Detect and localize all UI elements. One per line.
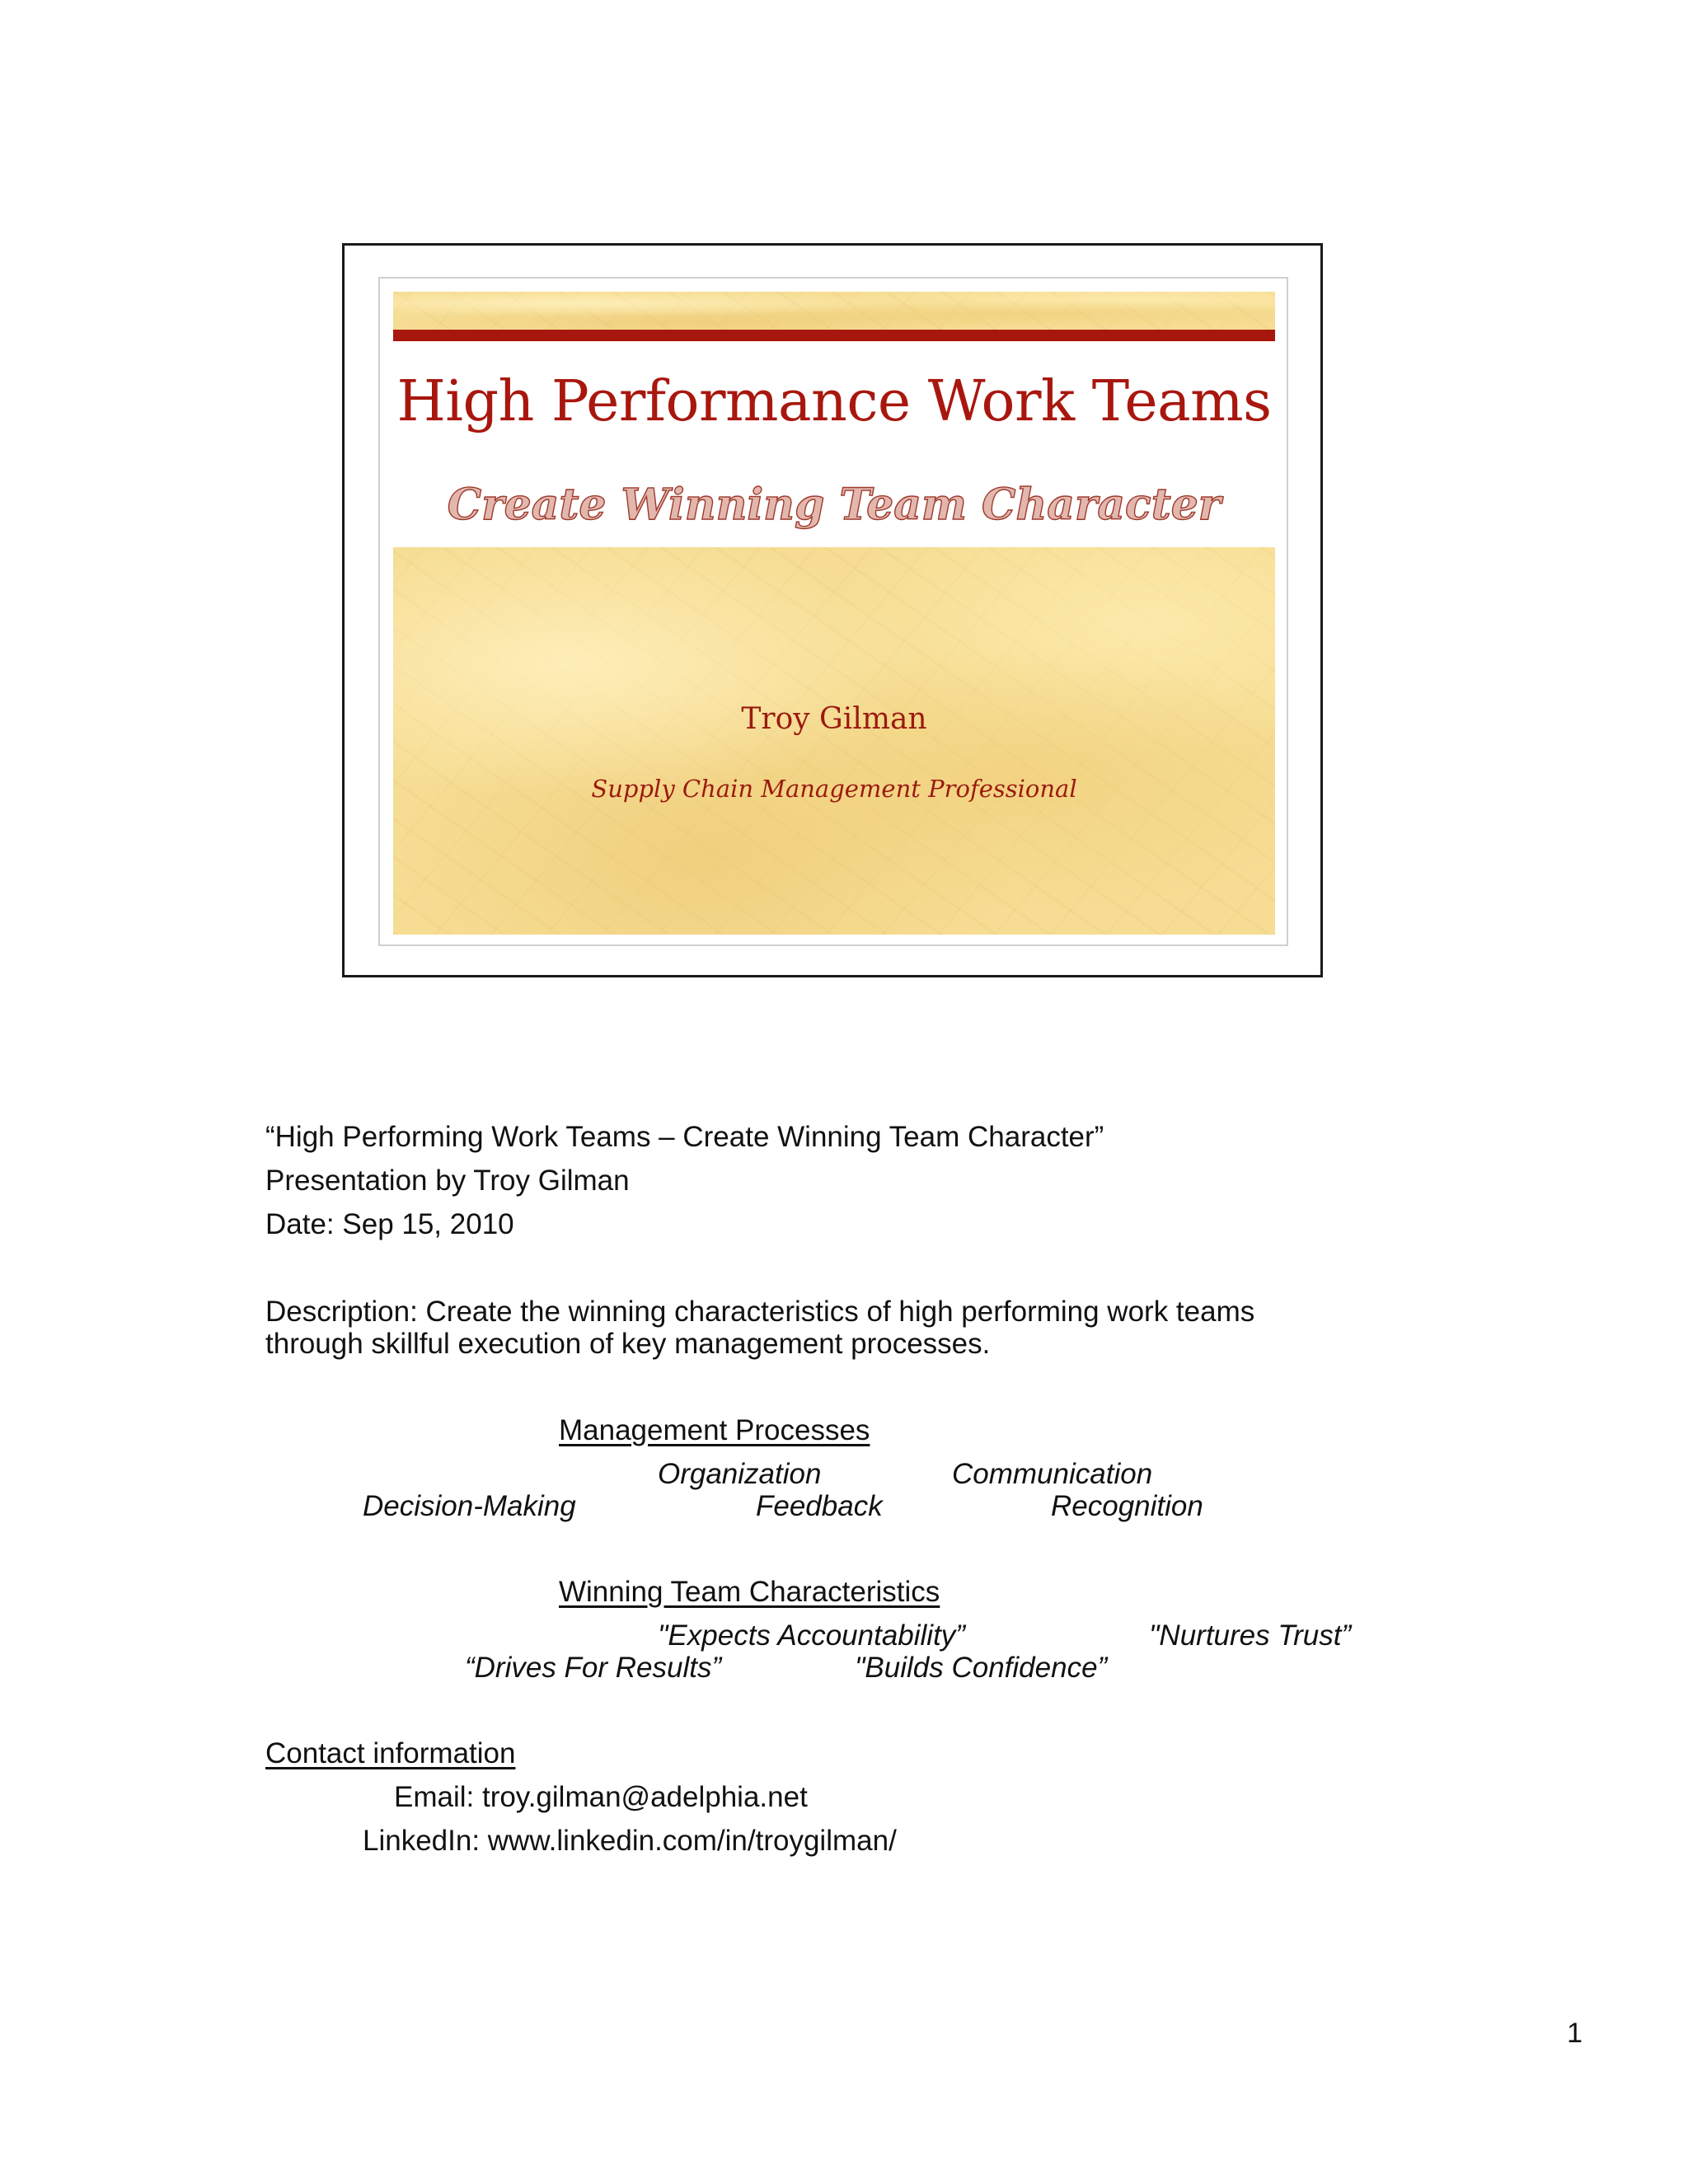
slide-accent-bar — [393, 330, 1275, 341]
characteristic-item: "Nurtures Trust” — [1149, 1619, 1352, 1652]
process-item: Decision-Making — [363, 1490, 576, 1522]
process-item: Communication — [952, 1458, 1153, 1490]
notes-description-line-2: through skillful execution of key management processes. — [265, 1328, 991, 1360]
contact-email[interactable]: Email: troy.gilman@adelphia.net — [394, 1781, 808, 1813]
team-characteristics-heading: Winning Team Characteristics — [559, 1576, 940, 1608]
notes-title-line: “High Performing Work Teams – Create Winning Team Character” — [265, 1121, 1104, 1153]
contact-linkedin[interactable]: LinkedIn: www.linkedin.com/in/troygilman/ — [363, 1825, 897, 1857]
slide-subtitle: Create Winning Team Character — [447, 480, 1221, 530]
notes-presenter-line: Presentation by Troy Gilman — [265, 1165, 630, 1197]
slide-title: High Performance Work Teams — [396, 369, 1272, 434]
slide-border — [378, 277, 1288, 946]
slide-canvas — [393, 292, 1275, 935]
process-item: Organization — [658, 1458, 822, 1490]
page-number: 1 — [1567, 2018, 1582, 2049]
characteristic-item: “Drives For Results” — [465, 1652, 722, 1684]
notes-date-line: Date: Sep 15, 2010 — [265, 1208, 514, 1240]
process-item: Recognition — [1051, 1490, 1203, 1522]
slide-thumbnail — [342, 243, 1323, 977]
slide-author: Troy Gilman — [741, 702, 927, 736]
notes-description-line-1: Description: Create the winning characteristics of high performing work teams — [265, 1296, 1255, 1328]
slide-parchment-background — [393, 547, 1275, 935]
slide-author-role: Supply Chain Management Professional — [591, 775, 1077, 803]
characteristic-item: "Builds Confidence” — [855, 1652, 1108, 1684]
process-item: Feedback — [756, 1490, 883, 1522]
slide-top-texture — [393, 292, 1275, 330]
characteristic-item: "Expects Accountability” — [658, 1619, 965, 1652]
contact-heading: Contact information — [265, 1737, 516, 1769]
management-processes-heading: Management Processes — [559, 1414, 870, 1446]
